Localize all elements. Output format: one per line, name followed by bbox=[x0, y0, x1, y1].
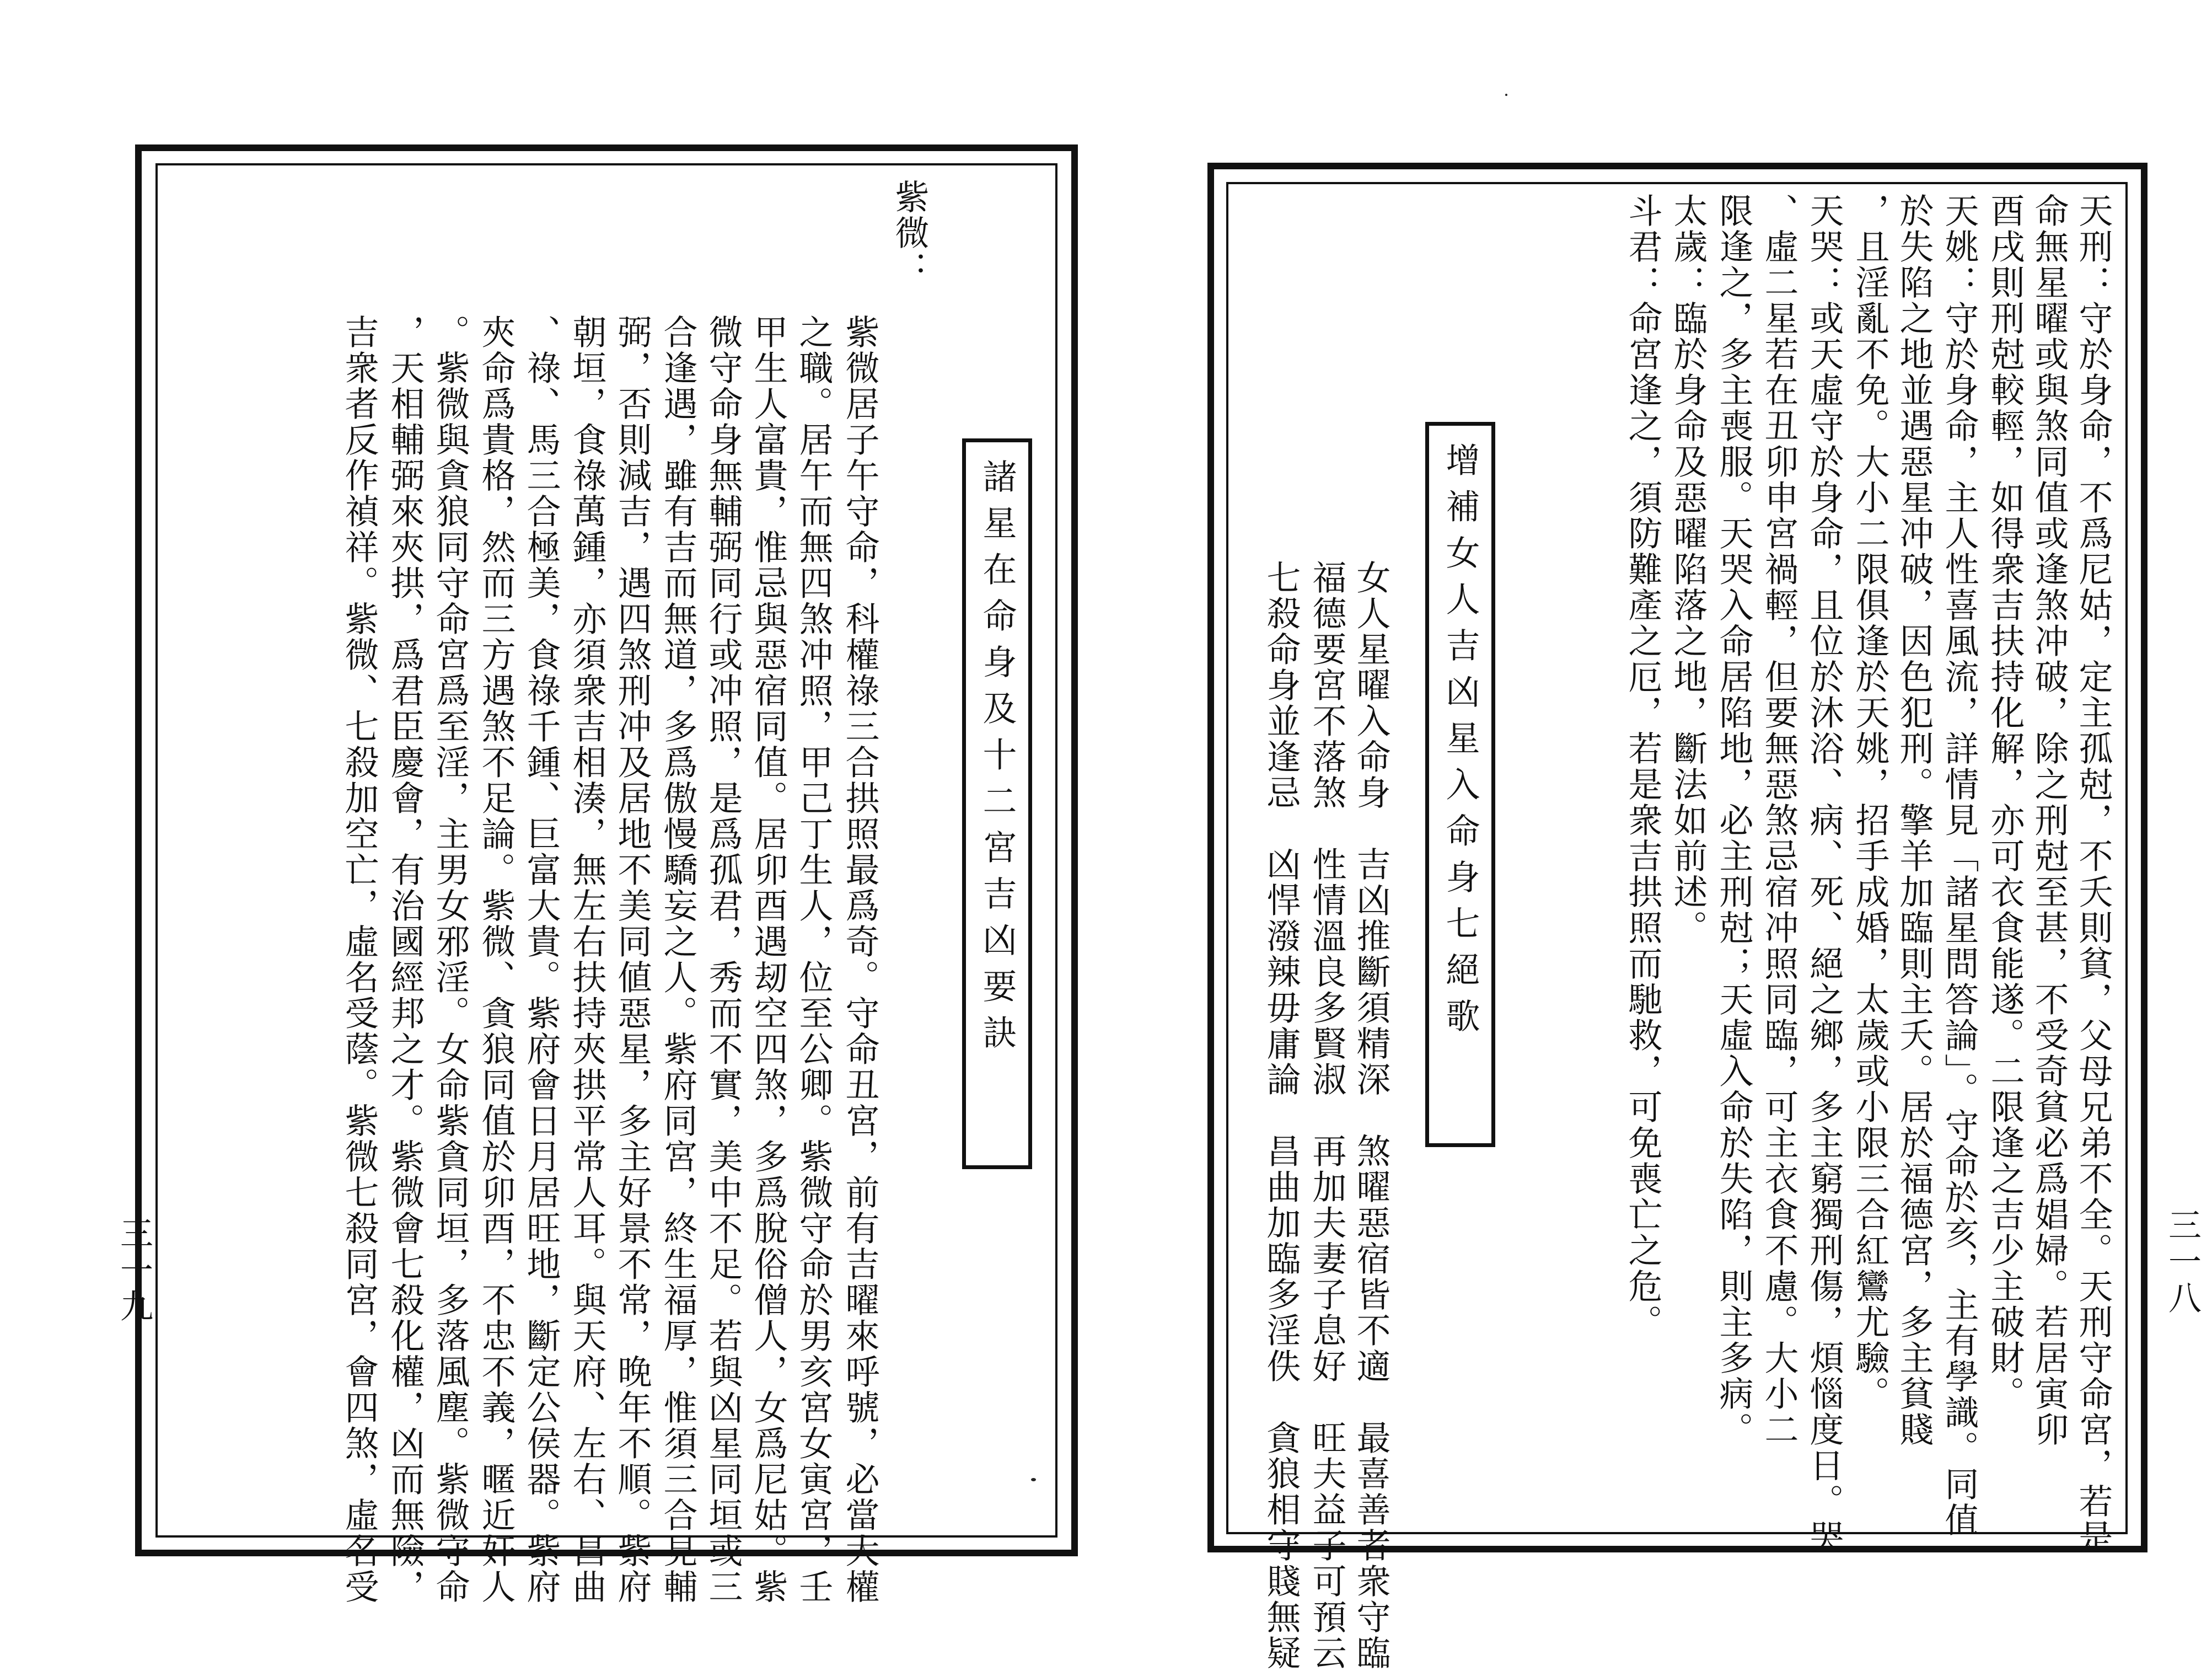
left-text-column: 夾命爲貴格，然而三方遇煞不足論。紫微、貪狼同值於卯酉，不忠不義，暱近奸人 bbox=[476, 314, 516, 1605]
left-text-column: 。紫微與貪狼同守命宮爲至淫，主男女邪淫。女命紫貪同垣，多落風塵。紫微守命 bbox=[430, 314, 470, 1605]
right-text-column: ，且淫亂不免。大小二限俱逢於天姚，招手成婚，太歲或小限三合紅鸞尤驗。 bbox=[1850, 193, 1890, 1412]
right-text-column: 天哭：或天虛守於身命，且位於沐浴、病、死、絕之鄉，多主窮獨刑傷，煩惱度日。哭 bbox=[1804, 193, 1844, 1555]
right-text-column: 限逢之，多主喪服。天哭入命居陷地，必主刑尅；天虛入命於失陷，則主多病。 bbox=[1714, 193, 1754, 1448]
right-text-column: 天刑：守於身命，不爲尼姑，定主孤尅，不夭則貧，父母兄弟不全。天刑守命宮，若是 bbox=[2073, 193, 2113, 1555]
poem-column: 女人星曜入命身 吉凶推斷須精深 煞曜惡宿皆不適 最喜善者衆守臨 bbox=[1351, 560, 1391, 1671]
left-text-column: 朝垣，食祿萬鍾，亦須衆吉相湊，無左右扶持夾拱平常人耳。與天府、左右、昌曲 bbox=[567, 314, 607, 1605]
scan-speck bbox=[1505, 94, 1507, 96]
left-text-column: 紫微居子午守命，科權祿三合拱照最爲奇。守命丑宮，前有吉曜來呼號，必當大權 bbox=[840, 314, 880, 1605]
left-text-column: 弼，否則減吉，遇四煞刑冲及居地不美同値惡星，多主好景不常，晚年不順。紫府 bbox=[612, 314, 652, 1605]
left-text-column: 、祿、馬三合極美，食祿千鍾、巨富大貴。紫府會日月居旺地，斷定公侯器。紫府 bbox=[521, 314, 561, 1605]
poem-column: 福德要宮不落煞 性情溫良多賢淑 再加夫妻子息好 旺夫益子可預云 bbox=[1307, 560, 1347, 1671]
left-text-column: 之職。居午而無四煞冲照，甲己丁生人，位至公卿。紫微守命於男亥宮女寅宮，壬 bbox=[793, 314, 834, 1605]
left-page-number: 三一九 bbox=[115, 1216, 153, 1325]
left-text-column: 甲生人富貴，惟忌與惡宿同值。居卯酉遇刼空四煞，多爲脫俗僧人，女爲尼姑。紫 bbox=[748, 314, 788, 1605]
right-text-column: 於失陷之地並遇惡星冲破，因色犯刑。擎羊加臨則主夭。居於福德宮，多主貧賤 bbox=[1894, 193, 1934, 1448]
right-text-column: 斗君：命宮逢之，須防難產之厄，若是衆吉拱照而馳救，可免喪亡之危。 bbox=[1623, 193, 1663, 1340]
scan-speck bbox=[1031, 1478, 1036, 1481]
left-text-column: 微守命身無輔弼同行或冲照，是爲孤君，秀而不實，美中不足。若與凶星同垣或三 bbox=[703, 314, 743, 1605]
left-text-column: 吉衆者反作禎祥。紫微、七殺加空亡，虛名受蔭。紫微七殺同宮，會四煞，虛名受 bbox=[339, 314, 379, 1605]
section-title-box: 諸星在命身及十二宮吉凶要訣 bbox=[962, 438, 1032, 1169]
right-text-column: 酉戌則刑尅較輕，如得衆吉扶持化解，亦可衣食能遂。二限逢之吉少主破財。 bbox=[1985, 193, 2025, 1412]
poem-title-box: 增補女人吉凶星入命身七絕歌 bbox=[1425, 422, 1495, 1147]
left-text-column: 合逢遇，雖有吉而無道，多爲傲慢驕妄之人。紫府同宮，終生福厚，惟須三合見輔 bbox=[658, 314, 698, 1605]
right-text-column: 天姚：守於身命，主人性喜風流，詳情見「諸星問答論」。守命於亥，主有學識。同值 bbox=[1939, 193, 1979, 1538]
right-text-column: 太歲：臨於身命及惡曜陷落之地，斷法如前述。 bbox=[1668, 193, 1708, 946]
right-text-column: 命無星曜或與煞同值或逢煞冲破，除之刑尅至甚，不受奇貧必爲娼婦。若居寅卯 bbox=[2029, 193, 2069, 1448]
poem-column: 七殺命身並逢忌 凶悍潑辣毋庸論 昌曲加臨多淫佚 貪狼相守賤無疑 bbox=[1261, 560, 1301, 1671]
right-page-number: 三一八 bbox=[2163, 1208, 2202, 1317]
left-text-column: ，天相輔弼來夾拱，爲君臣慶會，有治國經邦之才。紫微會七殺化權，凶而無險， bbox=[385, 314, 425, 1605]
right-text-column: 、虛二星若在丑卯申宮禍輕，但要無惡煞忌宿冲照同臨，可主衣食不慮。大小二 bbox=[1759, 193, 1799, 1448]
entry-heading: 紫微： bbox=[889, 179, 930, 287]
